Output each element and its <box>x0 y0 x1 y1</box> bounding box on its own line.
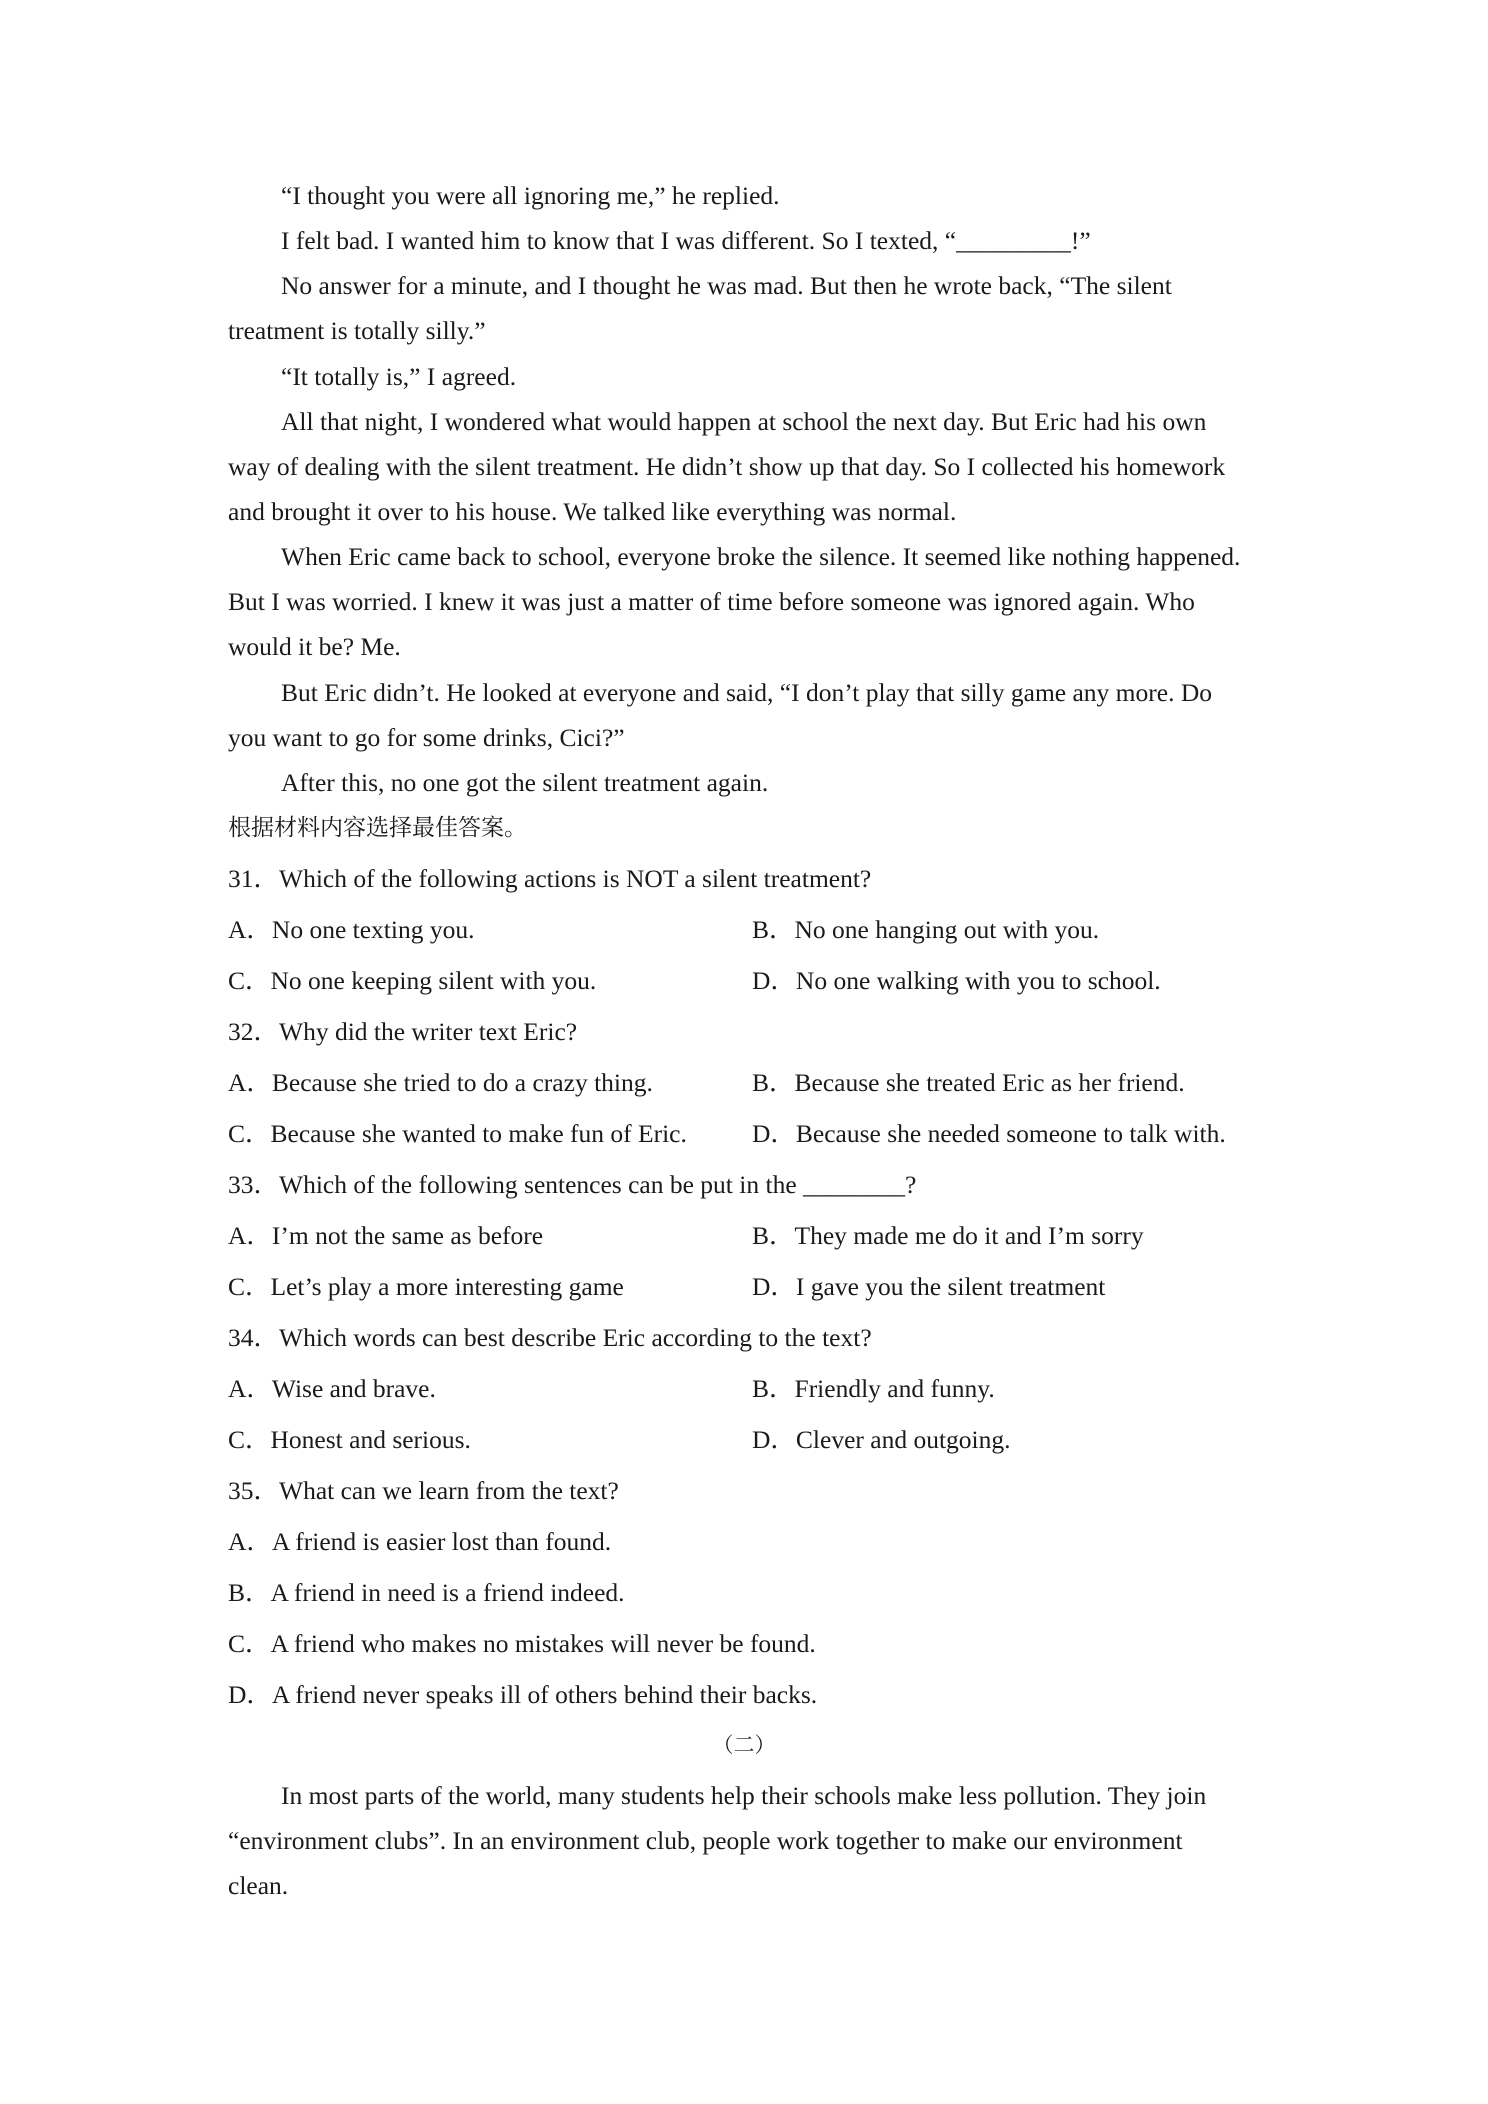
option-b: B．A friend in need is a friend indeed. <box>228 1578 625 1607</box>
passage-paragraph-continued: But I was worried. I knew it was just a matter of time before someone was ignored again. Who <box>228 587 1195 616</box>
passage-paragraph: “I thought you were all ignoring me,” he replied. <box>281 181 780 210</box>
option-d: D．No one walking with you to school. <box>752 966 1161 995</box>
option-a: A．No one texting you. <box>228 915 475 944</box>
passage-paragraph: In most parts of the world, many students help their schools make less pollution. They join <box>281 1781 1207 1810</box>
passage-paragraph-continued: way of dealing with the silent treatment. He didn’t show up that day. So I collected his homework <box>228 452 1226 481</box>
passage-paragraph: All that night, I wondered what would happen at school the next day. But Eric had his own <box>281 407 1207 436</box>
question-stem: 31．Which of the following actions is NOT a silent treatment? <box>228 864 872 893</box>
option-a: A．I’m not the same as before <box>228 1221 544 1250</box>
question-stem: 33．Which of the following sentences can be put in the ________? <box>228 1170 917 1199</box>
question-stem: 35．What can we learn from the text? <box>228 1476 619 1505</box>
question-stem: 32．Why did the writer text Eric? <box>228 1017 578 1046</box>
passage-paragraph: But Eric didn’t. He looked at everyone and said, “I don’t play that silly game any more. Do <box>281 678 1212 707</box>
passage-paragraph-continued: you want to go for some drinks, Cici?” <box>228 723 625 752</box>
option-b: B．They made me do it and I’m sorry <box>752 1221 1144 1250</box>
option-c: C．A friend who makes no mistakes will never be found. <box>228 1629 816 1658</box>
option-d: D．A friend never speaks ill of others behind their backs. <box>228 1680 818 1709</box>
option-d: D．I gave you the silent treatment <box>752 1272 1106 1301</box>
passage-paragraph-continued: and brought it over to his house. We talked like everything was normal. <box>228 497 957 526</box>
option-b: B．Because she treated Eric as her friend. <box>752 1068 1185 1097</box>
option-a: A．Wise and brave. <box>228 1374 436 1403</box>
section-heading: （二） <box>712 1733 776 1757</box>
passage-paragraph: “It totally is,” I agreed. <box>281 362 517 391</box>
option-c: C．No one keeping silent with you. <box>228 966 597 995</box>
passage-paragraph-continued: would it be? Me. <box>228 632 401 661</box>
passage-paragraph-continued: clean. <box>228 1871 289 1900</box>
passage-paragraph-continued: treatment is totally silly.” <box>228 316 486 345</box>
passage-paragraph-continued: “environment clubs”. In an environment club, people work together to make our environment <box>228 1826 1183 1855</box>
option-c: C．Let’s play a more interesting game <box>228 1272 624 1301</box>
option-b: B．No one hanging out with you. <box>752 915 1100 944</box>
passage-paragraph: No answer for a minute, and I thought he was mad. But then he wrote back, “The silent <box>281 271 1172 300</box>
instruction-text: 根据材料内容选择最佳答案。 <box>228 815 527 841</box>
passage-paragraph: I felt bad. I wanted him to know that I was different. So I texted, “_________!” <box>281 226 1091 255</box>
option-d: D．Because she needed someone to talk with. <box>752 1119 1226 1148</box>
option-a: A．A friend is easier lost than found. <box>228 1527 612 1556</box>
question-stem: 34．Which words can best describe Eric according to the text? <box>228 1323 872 1352</box>
option-d: D．Clever and outgoing. <box>752 1425 1011 1454</box>
option-c: C．Because she wanted to make fun of Eric. <box>228 1119 687 1148</box>
option-a: A．Because she tried to do a crazy thing. <box>228 1068 653 1097</box>
passage-paragraph: After this, no one got the silent treatment again. <box>281 768 769 797</box>
option-c: C．Honest and serious. <box>228 1425 471 1454</box>
option-b: B．Friendly and funny. <box>752 1374 995 1403</box>
passage-paragraph: When Eric came back to school, everyone broke the silence. It seemed like nothing happened. <box>281 542 1241 571</box>
